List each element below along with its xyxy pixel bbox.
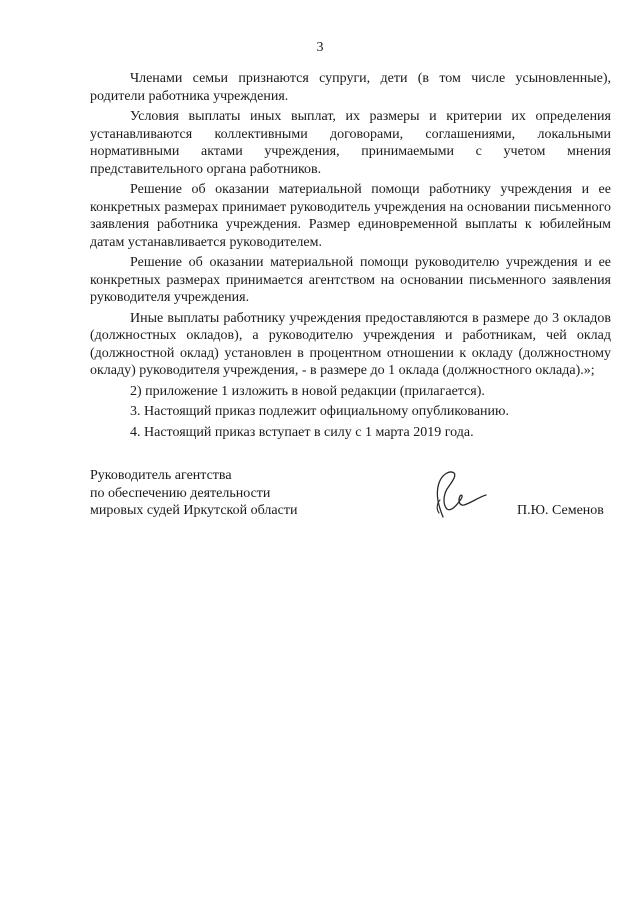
paragraph-other-payments-size: Иные выплаты работнику учреждения предоставляются в размере до 3 окладов (должностных окладов), а руководителю учреждения и работникам, чей оклад (должностной оклад) установлен в процентном отношении к окладу (должностному окладу) руководителя учреждения, - в размере до 1 оклада (должностного оклада).»; [90, 310, 611, 378]
signatory-title-line: мировых судей Иркутской области [90, 503, 298, 518]
paragraph-family-members: Членами семьи признаются супруги, дети (в том числе усыновленные), родители работника учреждения. [90, 71, 611, 104]
paragraph-publication-item: 3. Настоящий приказ подлежит официальному опубликованию. [130, 404, 509, 419]
signature-block [90, 467, 611, 527]
page-number: 3 [316, 40, 324, 55]
paragraph-other-payments-conditions: Условия выплаты иных выплат, их размеры и критерии их определения устанавливаются коллективными договорами, соглашениями, локальными нормативными актами учреждения, принимаемыми с учетом мнения представительного органа работников. [90, 109, 611, 177]
signatory-title-line: Руководитель агентства [90, 468, 232, 483]
signatory-name: П.Ю. Семенов [517, 503, 604, 518]
paragraph-material-aid-head: Решение об оказании материальной помощи руководителю учреждения и ее конкретных размерах принимается агентством на основании письменного заявления руководителя учреждения. [90, 255, 611, 305]
paragraph-material-aid-employee: Решение об оказании материальной помощи работнику учреждения и ее конкретных размерах принимает руководитель учреждения на основании письменного заявления работника учреждения. Размер единовременной выплаты к юбилейным датам устанавливается руководителем. [90, 182, 611, 250]
signatory-title [90, 467, 297, 520]
paragraph-effective-date-item: 4. Настоящий приказ вступает в силу с 1 марта 2019 года. [130, 424, 474, 440]
signatory-title-line: по обеспечению деятельности [90, 485, 271, 501]
document-body [90, 70, 611, 441]
handwritten-signature-icon [417, 467, 489, 523]
paragraph-appendix-item: 2) приложение 1 изложить в новой редакции (прилагается). [130, 383, 485, 399]
